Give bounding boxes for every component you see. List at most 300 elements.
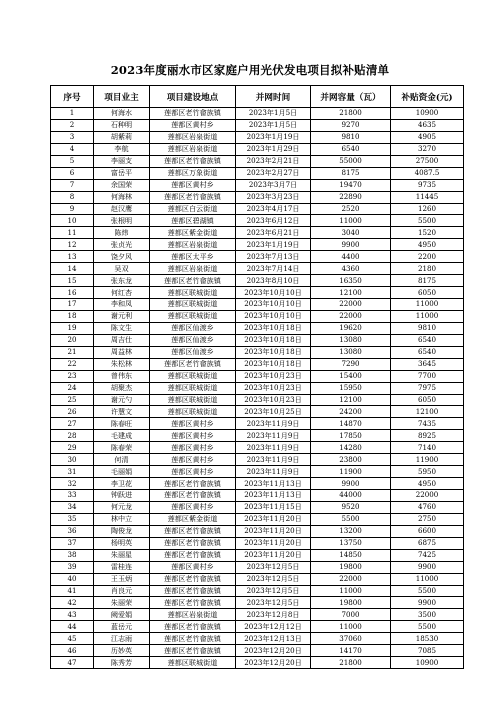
cell-serial: 9	[51, 203, 94, 215]
table-row	[51, 179, 464, 191]
cell-location: 莲都区岩泉街道	[150, 239, 236, 251]
cell-capacity: 55000	[311, 155, 391, 167]
table-row	[51, 167, 464, 179]
cell-subsidy: 4635	[391, 119, 464, 131]
cell-serial: 43	[51, 609, 94, 621]
cell-subsidy: 10900	[391, 657, 464, 669]
cell-subsidy: 7700	[391, 370, 464, 382]
cell-grid-time: 2023年11月20日	[236, 525, 311, 537]
cell-owner: 胡紫莉	[94, 131, 150, 143]
cell-location: 莲都区岩泉街道	[150, 143, 236, 155]
cell-location: 莲都区老竹畲族镇	[150, 478, 236, 490]
cell-subsidy: 6050	[391, 287, 464, 299]
table-row	[51, 382, 464, 394]
cell-grid-time: 2023年1月29日	[236, 143, 311, 155]
cell-grid-time: 2023年12月5日	[236, 597, 311, 609]
cell-subsidy: 11000	[391, 299, 464, 311]
cell-owner: 李航	[94, 143, 150, 155]
cell-location: 莲都区太平乡	[150, 251, 236, 263]
cell-location: 莲都区老竹畲族镇	[150, 108, 236, 120]
cell-subsidy: 9735	[391, 179, 464, 191]
cell-owner: 蓝岳元	[94, 621, 150, 633]
cell-owner: 江志雨	[94, 633, 150, 645]
cell-location: 莲都区老竹畲族镇	[150, 549, 236, 561]
table-row	[51, 501, 464, 513]
cell-grid-time: 2023年11月13日	[236, 478, 311, 490]
table-row	[51, 537, 464, 549]
cell-serial: 40	[51, 573, 94, 585]
cell-owner: 张东龙	[94, 275, 150, 287]
cell-capacity: 15400	[311, 370, 391, 382]
cell-location: 莲都区老竹畲族镇	[150, 155, 236, 167]
cell-grid-time: 2023年11月9日	[236, 454, 311, 466]
cell-serial: 26	[51, 406, 94, 418]
cell-capacity: 14850	[311, 549, 391, 561]
cell-subsidy: 11900	[391, 454, 464, 466]
cell-location: 莲都区老竹畲族镇	[150, 537, 236, 549]
cell-grid-time: 2023年12月20日	[236, 657, 311, 669]
table-row	[51, 251, 464, 263]
cell-subsidy: 6600	[391, 525, 464, 537]
cell-grid-time: 2023年10月18日	[236, 334, 311, 346]
cell-location: 莲都区老竹畲族镇	[150, 633, 236, 645]
table-row	[51, 466, 464, 478]
cell-capacity: 19800	[311, 597, 391, 609]
cell-grid-time: 2023年11月20日	[236, 549, 311, 561]
subsidy-table	[50, 85, 464, 669]
cell-subsidy: 7085	[391, 645, 464, 657]
cell-subsidy: 18530	[391, 633, 464, 645]
document-title: 2023年度丽水市区家庭户用光伏发电项目拟补贴清单	[110, 63, 390, 77]
cell-subsidy: 11000	[391, 573, 464, 585]
cell-grid-time: 2023年11月9日	[236, 418, 311, 430]
cell-capacity: 9900	[311, 239, 391, 251]
cell-serial: 29	[51, 442, 94, 454]
cell-grid-time: 2023年11月20日	[236, 537, 311, 549]
cell-serial: 27	[51, 418, 94, 430]
cell-serial: 33	[51, 490, 94, 502]
table-row	[51, 275, 464, 287]
cell-capacity: 44000	[311, 490, 391, 502]
cell-owner: 周吉仕	[94, 334, 150, 346]
cell-serial: 12	[51, 239, 94, 251]
cell-capacity: 4400	[311, 251, 391, 263]
cell-capacity: 22000	[311, 299, 391, 311]
table-row	[51, 621, 464, 633]
cell-owner: 李卫花	[94, 478, 150, 490]
cell-grid-time: 2023年11月13日	[236, 490, 311, 502]
cell-owner: 胡聚杰	[94, 382, 150, 394]
cell-grid-time: 2023年11月20日	[236, 513, 311, 525]
cell-capacity: 12100	[311, 287, 391, 299]
cell-subsidy: 5500	[391, 215, 464, 227]
cell-grid-time: 2023年12月12日	[236, 621, 311, 633]
cell-location: 莲都区白云街道	[150, 203, 236, 215]
cell-capacity: 6540	[311, 143, 391, 155]
cell-subsidy: 4950	[391, 478, 464, 490]
table-row	[51, 454, 464, 466]
cell-serial: 13	[51, 251, 94, 263]
cell-grid-time: 2023年2月21日	[236, 155, 311, 167]
cell-owner: 何海林	[94, 191, 150, 203]
cell-location: 莲都区岩泉街道	[150, 131, 236, 143]
table-row	[51, 645, 464, 657]
cell-location: 莲都区老竹畲族镇	[150, 358, 236, 370]
cell-owner: 张贞光	[94, 239, 150, 251]
cell-subsidy: 7975	[391, 382, 464, 394]
cell-serial: 34	[51, 501, 94, 513]
cell-grid-time: 2023年1月5日	[236, 119, 311, 131]
table-row	[51, 334, 464, 346]
cell-grid-time: 2023年10月18日	[236, 346, 311, 358]
cell-owner: 王玉炳	[94, 573, 150, 585]
cell-owner: 何清	[94, 454, 150, 466]
cell-grid-time: 2023年11月15日	[236, 501, 311, 513]
cell-serial: 8	[51, 191, 94, 203]
cell-subsidy: 3645	[391, 358, 464, 370]
cell-owner: 李和凤	[94, 299, 150, 311]
table-row	[51, 513, 464, 525]
cell-serial: 23	[51, 370, 94, 382]
table-row	[51, 155, 464, 167]
table-row	[51, 191, 464, 203]
cell-serial: 2	[51, 119, 94, 131]
cell-owner: 饶夕风	[94, 251, 150, 263]
cell-owner: 周益林	[94, 346, 150, 358]
table-row	[51, 490, 464, 502]
cell-subsidy: 4087.5	[391, 167, 464, 179]
cell-location: 莲都区黄村乡	[150, 179, 236, 191]
cell-capacity: 12100	[311, 394, 391, 406]
cell-serial: 22	[51, 358, 94, 370]
table-row	[51, 310, 464, 322]
cell-owner: 谢元利	[94, 310, 150, 322]
cell-capacity: 13080	[311, 346, 391, 358]
cell-location: 莲都区老竹畲族镇	[150, 585, 236, 597]
cell-subsidy: 22000	[391, 490, 464, 502]
cell-location: 莲都区黄村乡	[150, 454, 236, 466]
cell-owner: 谢元勺	[94, 394, 150, 406]
cell-owner: 毛建成	[94, 430, 150, 442]
cell-subsidy: 5950	[391, 466, 464, 478]
table-body	[51, 108, 464, 669]
cell-owner: 陈春荣	[94, 442, 150, 454]
cell-location: 莲都区岩泉街道	[150, 609, 236, 621]
cell-serial: 21	[51, 346, 94, 358]
cell-location: 莲都区黄村乡	[150, 119, 236, 131]
cell-subsidy: 8925	[391, 430, 464, 442]
cell-serial: 35	[51, 513, 94, 525]
header-owner: 项目业主	[94, 86, 150, 108]
cell-location: 莲都区黄村乡	[150, 466, 236, 478]
cell-serial: 18	[51, 310, 94, 322]
table-row	[51, 299, 464, 311]
cell-subsidy: 7435	[391, 418, 464, 430]
cell-subsidy: 3270	[391, 143, 464, 155]
cell-serial: 17	[51, 299, 94, 311]
cell-subsidy: 6540	[391, 334, 464, 346]
cell-serial: 19	[51, 322, 94, 334]
cell-serial: 42	[51, 597, 94, 609]
cell-subsidy: 5500	[391, 621, 464, 633]
cell-capacity: 11000	[311, 621, 391, 633]
table-row	[51, 394, 464, 406]
cell-subsidy: 1520	[391, 227, 464, 239]
cell-capacity: 14870	[311, 418, 391, 430]
cell-location: 莲都区仙渡乡	[150, 346, 236, 358]
cell-grid-time: 2023年10月10日	[236, 310, 311, 322]
cell-location: 莲都区老竹畲族镇	[150, 525, 236, 537]
cell-subsidy: 9810	[391, 322, 464, 334]
cell-grid-time: 2023年7月14日	[236, 263, 311, 275]
cell-capacity: 11000	[311, 585, 391, 597]
cell-grid-time: 2023年1月19日	[236, 131, 311, 143]
header-subsidy: 补贴资金(元)	[391, 86, 464, 108]
cell-location: 莲都区老竹畲族镇	[150, 573, 236, 585]
table-row	[51, 203, 464, 215]
cell-location: 莲都区黄村乡	[150, 442, 236, 454]
cell-serial: 41	[51, 585, 94, 597]
cell-capacity: 7000	[311, 609, 391, 621]
cell-location: 莲都区老竹畲族镇	[150, 621, 236, 633]
cell-grid-time: 2023年10月25日	[236, 406, 311, 418]
cell-location: 莲都区老竹畲族镇	[150, 490, 236, 502]
cell-capacity: 13750	[311, 537, 391, 549]
cell-grid-time: 2023年10月23日	[236, 370, 311, 382]
cell-subsidy: 3500	[391, 609, 464, 621]
cell-owner: 何红杏	[94, 287, 150, 299]
cell-location: 莲都区联城街道	[150, 657, 236, 669]
cell-grid-time: 2023年2月27日	[236, 167, 311, 179]
cell-capacity: 24200	[311, 406, 391, 418]
cell-location: 莲都区老竹畲族镇	[150, 191, 236, 203]
cell-location: 莲都区黄村乡	[150, 430, 236, 442]
cell-owner: 何元龙	[94, 501, 150, 513]
table-row	[51, 227, 464, 239]
cell-capacity: 11000	[311, 215, 391, 227]
table-row	[51, 597, 464, 609]
cell-location: 莲都区仙渡乡	[150, 334, 236, 346]
cell-grid-time: 2023年10月23日	[236, 394, 311, 406]
cell-grid-time: 2023年6月12日	[236, 215, 311, 227]
cell-location: 莲都区联城街道	[150, 382, 236, 394]
cell-grid-time: 2023年7月13日	[236, 251, 311, 263]
cell-owner: 陈文生	[94, 322, 150, 334]
cell-serial: 44	[51, 621, 94, 633]
cell-serial: 25	[51, 394, 94, 406]
cell-serial: 20	[51, 334, 94, 346]
cell-subsidy: 6875	[391, 537, 464, 549]
cell-grid-time: 2023年10月18日	[236, 358, 311, 370]
table-row	[51, 585, 464, 597]
cell-owner: 林中立	[94, 513, 150, 525]
cell-capacity: 15950	[311, 382, 391, 394]
cell-location: 莲都区联城街道	[150, 287, 236, 299]
cell-owner: 张根明	[94, 215, 150, 227]
cell-location: 莲都区黄村乡	[150, 561, 236, 573]
cell-grid-time: 2023年12月20日	[236, 645, 311, 657]
cell-owner: 毛丽娟	[94, 466, 150, 478]
cell-grid-time: 2023年6月21日	[236, 227, 311, 239]
cell-location: 莲都区万象街道	[150, 167, 236, 179]
cell-owner: 陈炜	[94, 227, 150, 239]
cell-location: 莲都区仙渡乡	[150, 322, 236, 334]
cell-capacity: 22890	[311, 191, 391, 203]
cell-owner: 朱松林	[94, 358, 150, 370]
cell-capacity: 9520	[311, 501, 391, 513]
table-row	[51, 287, 464, 299]
cell-capacity: 4360	[311, 263, 391, 275]
cell-serial: 38	[51, 549, 94, 561]
cell-capacity: 11900	[311, 466, 391, 478]
cell-serial: 37	[51, 537, 94, 549]
cell-owner: 石种明	[94, 119, 150, 131]
cell-capacity: 16350	[311, 275, 391, 287]
cell-capacity: 21800	[311, 657, 391, 669]
cell-owner: 何海水	[94, 108, 150, 120]
table-row	[51, 418, 464, 430]
cell-grid-time: 2023年12月13日	[236, 633, 311, 645]
cell-grid-time: 2023年10月10日	[236, 287, 311, 299]
cell-serial: 7	[51, 179, 94, 191]
cell-owner: 富岳平	[94, 167, 150, 179]
cell-grid-time: 2023年12月5日	[236, 585, 311, 597]
cell-grid-time: 2023年3月7日	[236, 179, 311, 191]
cell-subsidy: 2180	[391, 263, 464, 275]
table-row	[51, 108, 464, 120]
table-row	[51, 525, 464, 537]
cell-location: 莲都区紫金街道	[150, 227, 236, 239]
cell-grid-time: 2023年11月9日	[236, 466, 311, 478]
cell-subsidy: 11445	[391, 191, 464, 203]
cell-subsidy: 8175	[391, 275, 464, 287]
table-row	[51, 561, 464, 573]
table-row	[51, 430, 464, 442]
cell-owner: 吴双	[94, 263, 150, 275]
cell-subsidy: 7425	[391, 549, 464, 561]
cell-location: 莲都区联城街道	[150, 310, 236, 322]
cell-serial: 5	[51, 155, 94, 167]
cell-location: 莲都区老竹畲族镇	[150, 597, 236, 609]
cell-capacity: 17850	[311, 430, 391, 442]
cell-grid-time: 2023年1月5日	[236, 108, 311, 120]
cell-owner: 朱丽荣	[94, 597, 150, 609]
cell-location: 莲都区黄村乡	[150, 418, 236, 430]
cell-owner: 曾伟东	[94, 370, 150, 382]
cell-owner: 历妙英	[94, 645, 150, 657]
cell-owner: 陶俊龙	[94, 525, 150, 537]
cell-grid-time: 2023年12月8日	[236, 609, 311, 621]
table-row	[51, 573, 464, 585]
table-row	[51, 633, 464, 645]
cell-serial: 4	[51, 143, 94, 155]
cell-capacity: 19470	[311, 179, 391, 191]
cell-location: 莲都区黄村乡	[150, 501, 236, 513]
cell-capacity: 3040	[311, 227, 391, 239]
cell-grid-time: 2023年11月9日	[236, 442, 311, 454]
cell-grid-time: 2023年3月23日	[236, 191, 311, 203]
table-row	[51, 478, 464, 490]
cell-location: 莲都区老竹畲族镇	[150, 645, 236, 657]
cell-owner: 陈春旺	[94, 418, 150, 430]
cell-capacity: 9810	[311, 131, 391, 143]
cell-subsidy: 12100	[391, 406, 464, 418]
cell-subsidy: 2750	[391, 513, 464, 525]
cell-location: 莲都区碧湖镇	[150, 215, 236, 227]
table-row	[51, 215, 464, 227]
header-capacity: 并网容量（瓦）	[311, 86, 391, 108]
header-grid-time: 并网时间	[236, 86, 311, 108]
cell-serial: 11	[51, 227, 94, 239]
cell-subsidy: 1260	[391, 203, 464, 215]
cell-grid-time: 2023年1月19日	[236, 239, 311, 251]
cell-owner: 雷桂连	[94, 561, 150, 573]
table-row	[51, 406, 464, 418]
table-row	[51, 609, 464, 621]
cell-serial: 28	[51, 430, 94, 442]
cell-owner: 钟跃进	[94, 490, 150, 502]
cell-subsidy: 10900	[391, 108, 464, 120]
cell-capacity: 19800	[311, 561, 391, 573]
cell-grid-time: 2023年8月10日	[236, 275, 311, 287]
cell-owner: 赵汉鹰	[94, 203, 150, 215]
cell-subsidy: 9900	[391, 561, 464, 573]
cell-subsidy: 2200	[391, 251, 464, 263]
cell-serial: 45	[51, 633, 94, 645]
cell-grid-time: 2023年11月9日	[236, 430, 311, 442]
header-row	[51, 86, 464, 108]
cell-serial: 15	[51, 275, 94, 287]
cell-owner: 阙爱娟	[94, 609, 150, 621]
cell-grid-time: 2023年4月17日	[236, 203, 311, 215]
cell-owner: 朱丽星	[94, 549, 150, 561]
cell-capacity: 5500	[311, 513, 391, 525]
table-header	[51, 86, 464, 108]
cell-serial: 32	[51, 478, 94, 490]
cell-capacity: 22000	[311, 310, 391, 322]
cell-capacity: 21800	[311, 108, 391, 120]
cell-capacity: 9900	[311, 478, 391, 490]
cell-location: 莲都区联城街道	[150, 406, 236, 418]
cell-serial: 47	[51, 657, 94, 669]
cell-owner: 陈秀芳	[94, 657, 150, 669]
cell-capacity: 22000	[311, 573, 391, 585]
cell-owner: 许慧文	[94, 406, 150, 418]
cell-subsidy: 4950	[391, 239, 464, 251]
cell-serial: 39	[51, 561, 94, 573]
cell-location: 莲都区老竹畲族镇	[150, 275, 236, 287]
table-row	[51, 370, 464, 382]
cell-capacity: 2520	[311, 203, 391, 215]
cell-subsidy: 7140	[391, 442, 464, 454]
cell-serial: 14	[51, 263, 94, 275]
cell-capacity: 8175	[311, 167, 391, 179]
table-row	[51, 346, 464, 358]
cell-capacity: 14280	[311, 442, 391, 454]
table-row	[51, 549, 464, 561]
cell-capacity: 13200	[311, 525, 391, 537]
cell-owner: 余国荣	[94, 179, 150, 191]
cell-capacity: 23800	[311, 454, 391, 466]
cell-serial: 3	[51, 131, 94, 143]
table-row	[51, 657, 464, 669]
table-row	[51, 131, 464, 143]
cell-location: 莲都区联城街道	[150, 370, 236, 382]
cell-owner: 杨明英	[94, 537, 150, 549]
cell-serial: 24	[51, 382, 94, 394]
cell-subsidy: 27500	[391, 155, 464, 167]
cell-location: 莲都区联城街道	[150, 394, 236, 406]
